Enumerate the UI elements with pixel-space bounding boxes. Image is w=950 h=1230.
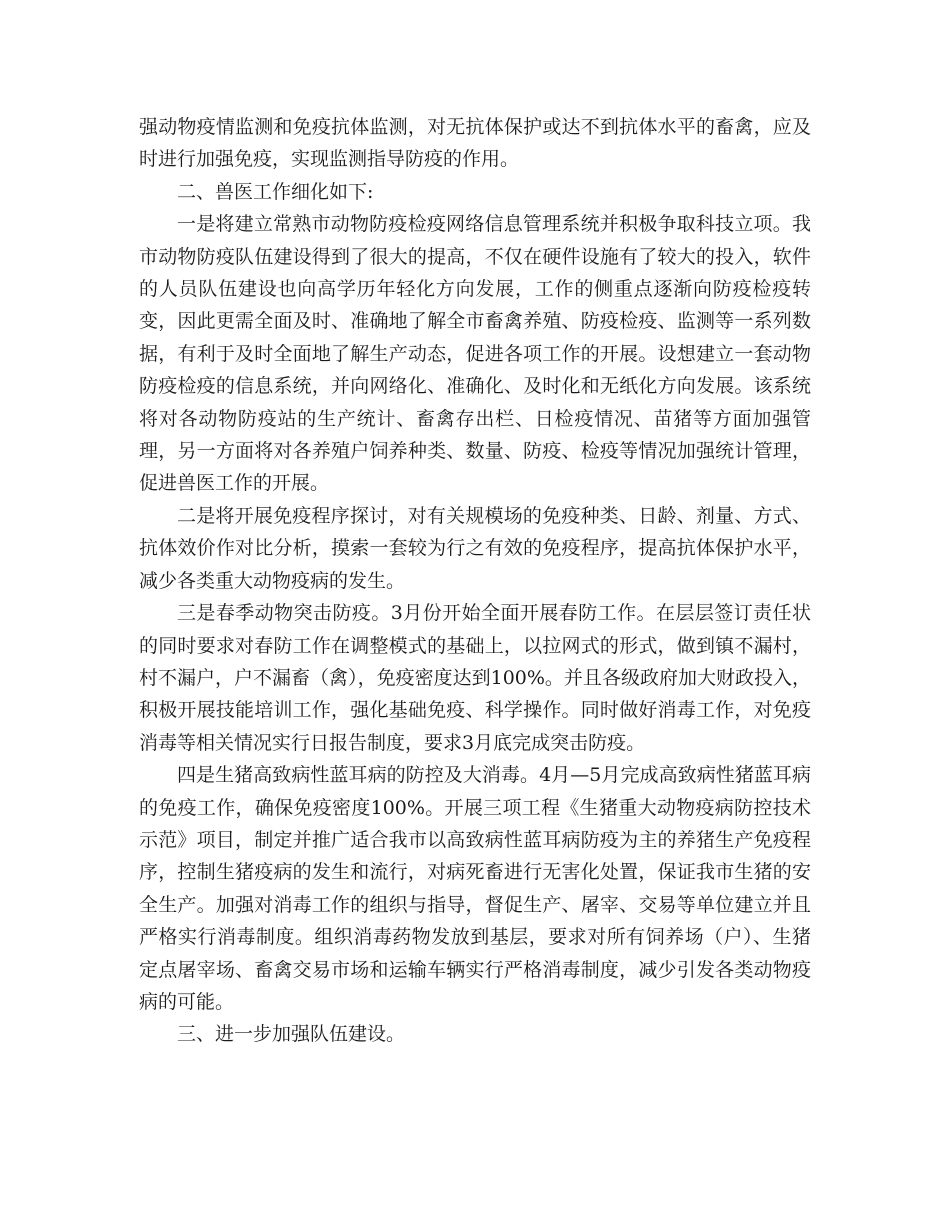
section-heading-veterinary-work: 二、兽医工作细化如下: bbox=[177, 180, 374, 203]
paragraph-continuation: 强动物疫情监测和免疫抗体监测，对无抗体保护或达不到抗体水平的畜禽，应及时进行加强免疫，实现监测指导防疫的作用。 bbox=[139, 116, 811, 171]
paragraph-item-two: 二是将开展免疫程序探讨，对有关规模场的免疫种类、日龄、剂量、方式、抗体效价作对比分析，摸索一套较为行之有效的免疫程序，提高抗体保护水平，减少各类重大动物疫病的发生。 bbox=[139, 504, 811, 592]
paragraph-item-three: 三是春季动物突击防疫。3月份开始全面开展春防工作。在层层签订责任状的同时要求对春防工作在调整模式的基础上，以拉网式的形式，做到镇不漏村，村不漏户，户不漏畜（禽），免疫密度达到100%。并且各级政府加大财政投入，积极开展技能培训工作，强化基础免疫、科学操作。同时做好消毒工作，对免疫消毒等相关情况实行日报告制度，要求3月底完成突击防疫。 bbox=[139, 602, 811, 754]
document-body bbox=[139, 111, 811, 1051]
paragraph-item-one: 一是将建立常熟市动物防疫检疫网络信息管理系统并积极争取科技立项。我市动物防疫队伍建设得到了很大的提高，不仅在硬件设施有了较大的投入，软件的人员队伍建设也向高学历年轻化方向发展，工作的侧重点逐渐向防疫检疫转变，因此更需全面及时、准确地了解全市畜禽养殖、防疫检疫、监测等一系列数据，有利于及时全面地了解生产动态，促进各项工作的开展。设想建立一套动物防疫检疫的信息系统，并向网络化、准确化、及时化和无纸化方向发展。该系统将对各动物防疫站的生产统计、畜禽存出栏、日检疫情况、苗猪等方面加强管理，另一方面将对各养殖户饲养种类、数量、防疫、检疫等情况加强统计管理，促进兽医工作的开展。 bbox=[139, 213, 811, 495]
section-heading-team-building: 三、进一步加强队伍建设。 bbox=[177, 1023, 406, 1046]
paragraph-item-four: 四是生猪高致病性蓝耳病的防控及大消毒。4月—5月完成高致病性猪蓝耳病的免疫工作，确保免疫密度100%。开展三项工程《生猪重大动物疫病防控技术示范》项目，制定并推广适合我市以高致病性蓝耳病防疫为主的养猪生产免疫程序，控制生猪疫病的发生和流行，对病死畜进行无害化处置，保证我市生猪的安全生产。加强对消毒工作的组织与指导，督促生产、屠宰、交易等单位建立并且严格实行消毒制度。组织消毒药物发放到基层，要求对所有饲养场（户）、生猪定点屠宰场、畜禽交易市场和运输车辆实行严格消毒制度，减少引发各类动物疫病的可能。 bbox=[139, 764, 811, 1013]
